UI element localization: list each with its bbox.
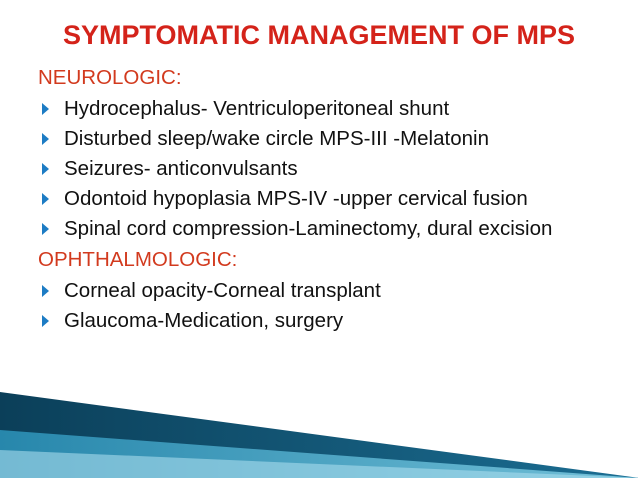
section-heading-neurologic: NEUROLOGIC:	[38, 66, 182, 89]
bullet-text: Seizures- anticonvulsants	[64, 157, 298, 180]
bullet-text: Glaucoma-Medication, surgery	[64, 309, 344, 332]
bullet-text: Spinal cord compression-Laminectomy, dural excision	[64, 217, 553, 240]
bullet-text: Hydrocephalus- Ventriculoperitoneal shunt	[64, 97, 450, 120]
section-heading-ophthalmologic: OPHTHALMOLOGIC:	[38, 248, 238, 271]
bullet-text: Disturbed sleep/wake circle MPS-III -Melatonin	[64, 127, 489, 150]
bullet-text: Odontoid hypoplasia MPS-IV -upper cervical fusion	[64, 187, 528, 210]
slide-title: SYMPTOMATIC MANAGEMENT OF MPS	[63, 20, 575, 50]
bullet-text: Corneal opacity-Corneal transplant	[64, 279, 381, 302]
